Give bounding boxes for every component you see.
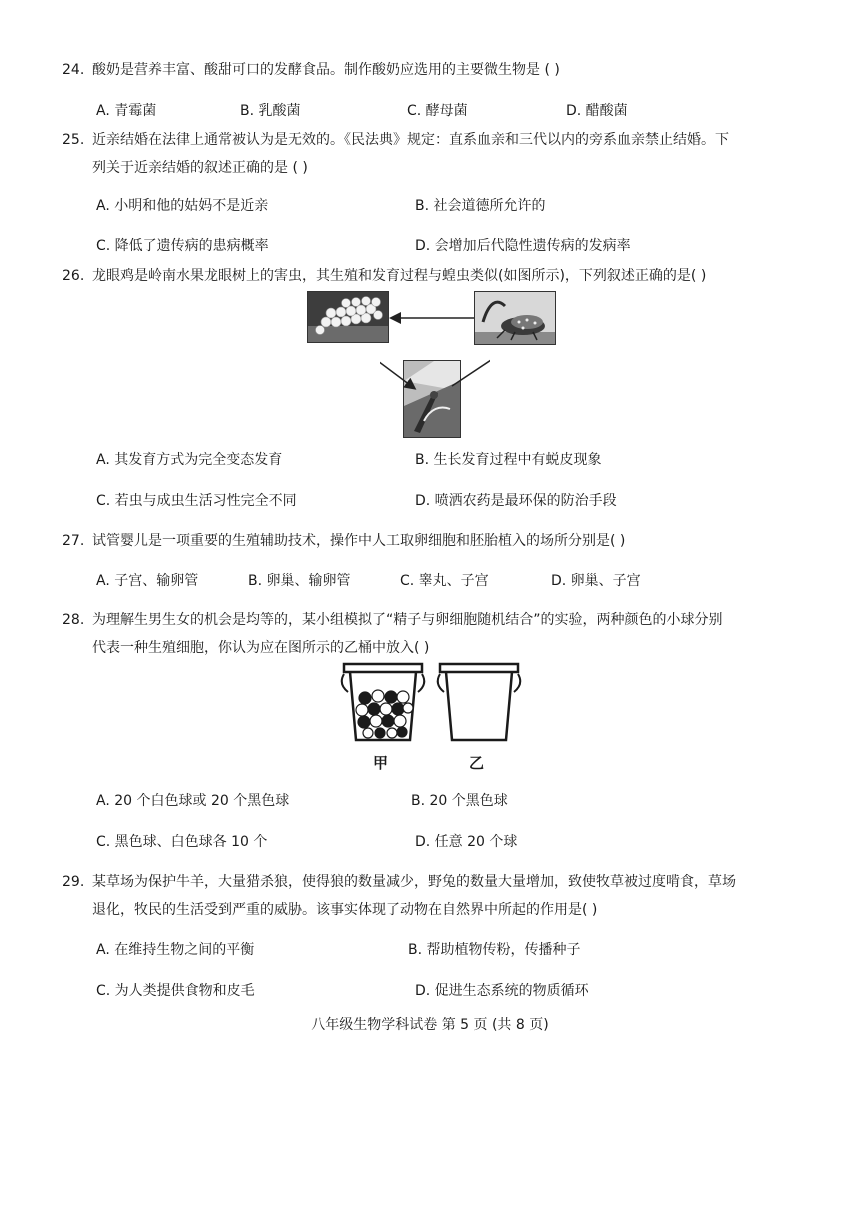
question-24 [62, 59, 802, 81]
option-b: B. 帮助植物传粉，传播种子 [408, 942, 581, 958]
bucket-jia [342, 664, 425, 740]
question-number: 27. [62, 533, 85, 549]
life-cycle-arrows [380, 300, 490, 400]
option-d: D. 醋酸菌 [566, 103, 628, 119]
option-c: C. 若虫与成虫生活习性完全不同 [96, 493, 297, 509]
bucket-yi [438, 664, 521, 740]
question-26 [62, 265, 802, 287]
option-a: A. 在维持生物之间的平衡 [96, 942, 255, 958]
question-28 [62, 609, 802, 631]
option-d: D. 会增加后代隐性遗传病的发病率 [415, 238, 631, 254]
buckets-figure [340, 662, 525, 744]
option-b: B. 卵巢、输卵管 [248, 573, 351, 589]
option-c: C. 黑色球、白色球各 10 个 [96, 834, 268, 850]
question-number: 28. [62, 612, 85, 628]
bucket-label-yi: 乙 [469, 754, 485, 772]
question-stem-cont: 代表一种生殖细胞，你认为应在图所示的乙桶中放入( ) [92, 640, 430, 656]
question-29 [62, 871, 802, 893]
option-c: C. 为人类提供食物和皮毛 [96, 983, 255, 999]
option-a: A. 子宫、输卵管 [96, 573, 199, 589]
option-d: D. 促进生态系统的物质循环 [415, 983, 589, 999]
option-b: B. 20 个黑色球 [411, 793, 508, 809]
bucket-label-jia: 甲 [373, 754, 389, 772]
option-b: B. 生长发育过程中有蜕皮现象 [415, 452, 602, 468]
option-a: A. 20 个白色球或 20 个黑色球 [96, 793, 290, 809]
question-stem: 龙眼鸡是岭南水果龙眼树上的害虫，其生殖和发育过程与蝗虫类似(如图所示)，下列叙述正确的是( ) [92, 268, 707, 284]
option-c: C. 降低了遗传病的患病概率 [96, 238, 269, 254]
question-stem-cont: 列关于近亲结婚的叙述正确的是 ( ) [92, 160, 308, 176]
option-a: A. 小明和他的姑妈不是近亲 [96, 198, 269, 214]
option-c: C. 酵母菌 [407, 103, 468, 119]
option-a: A. 其发育方式为完全变态发育 [96, 452, 283, 468]
option-d: D. 任意 20 个球 [415, 834, 518, 850]
option-b: B. 社会道德所允许的 [415, 198, 546, 214]
question-stem: 近亲结婚在法律上通常被认为是无效的。《民法典》规定：直系血亲和三代以内的旁系血亲禁止结婚。下 [92, 132, 729, 148]
question-stem: 酸奶是营养丰富、酸甜可口的发酵食品。制作酸奶应选用的主要微生物是 ( ) [92, 62, 560, 78]
question-25 [62, 129, 802, 151]
question-number: 26. [62, 268, 85, 284]
option-a: A. 青霉菌 [96, 103, 157, 119]
question-number: 29. [62, 874, 85, 890]
question-number: 25. [62, 132, 85, 148]
page-footer: 八年级生物学科试卷 第 5 页 (共 8 页) [311, 1017, 549, 1033]
question-number: 24. [62, 62, 85, 78]
question-27 [62, 530, 802, 552]
option-c: C. 睾丸、子宫 [400, 573, 489, 589]
question-stem: 试管婴儿是一项重要的生殖辅助技术，操作中人工取卵细胞和胚胎植入的场所分别是( ) [92, 533, 626, 549]
option-d: D. 喷洒农药是最环保的防治手段 [415, 493, 617, 509]
option-d: D. 卵巢、子宫 [551, 573, 641, 589]
egg-cluster-photo [307, 291, 389, 343]
question-stem: 某草场为保护牛羊，大量猎杀狼，使得狼的数量减少，野兔的数量大量增加，致使牧草被过度啃食，草场 [92, 874, 736, 890]
question-stem: 为理解生男生女的机会是均等的，某小组模拟了“精子与卵细胞随机结合”的实验，两种颜色的小球分别 [92, 612, 723, 628]
question-stem-cont: 退化，牧民的生活受到严重的威胁。该事实体现了动物在自然界中所起的作用是( ) [92, 902, 598, 918]
option-b: B. 乳酸菌 [240, 103, 301, 119]
